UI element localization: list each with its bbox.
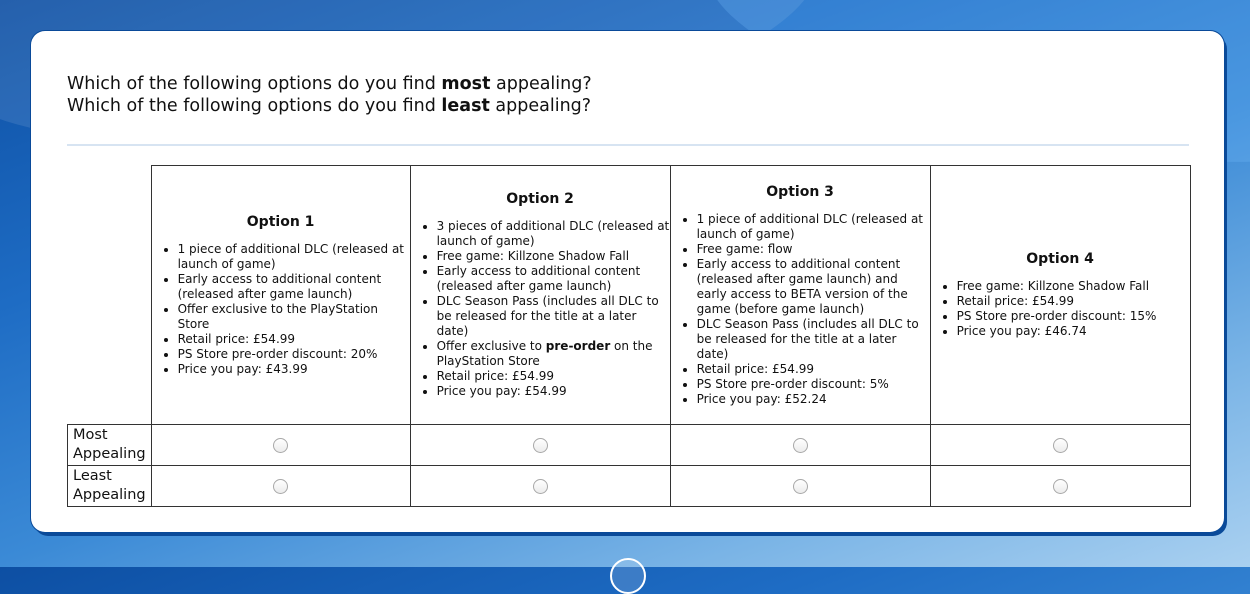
least-option-2-cell xyxy=(410,466,670,507)
list-item: • PS Store pre-order discount: 5% xyxy=(697,377,930,392)
most-option-3-radio[interactable] xyxy=(793,438,808,453)
survey-card xyxy=(31,31,1224,532)
most-appealing-row xyxy=(68,425,1191,466)
question-least: Which of the following options do you find least appealing? xyxy=(67,96,592,116)
least-option-2-radio[interactable] xyxy=(533,479,548,494)
list-item: • PS Store pre-order discount: 15% xyxy=(957,309,1190,324)
list-item: • Retail price: £54.99 xyxy=(697,362,930,377)
question-divider xyxy=(67,144,1189,146)
least-option-4-cell xyxy=(930,466,1190,507)
list-item: • PS Store pre-order discount: 20% xyxy=(178,347,410,362)
most-option-2-cell xyxy=(410,425,670,466)
option-3-title: Option 3 xyxy=(766,183,834,200)
list-item: • DLC Season Pass (includes all DLC to be released for the title at a later date) xyxy=(697,317,930,362)
question-text xyxy=(67,73,592,117)
option-3-list xyxy=(671,212,930,407)
list-item: • Retail price: £54.99 xyxy=(178,332,410,347)
list-item: • Retail price: £54.99 xyxy=(437,369,670,384)
option-1-cell xyxy=(151,166,410,425)
least-option-1-cell xyxy=(151,466,410,507)
list-item: • 1 piece of additional DLC (released at launch of game) xyxy=(697,212,930,242)
list-item: • Offer exclusive to the PlayStation Store xyxy=(178,302,410,332)
option-4-title: Option 4 xyxy=(1026,251,1094,267)
question-most: Which of the following options do you find most appealing? xyxy=(67,74,592,94)
options-header-row xyxy=(68,166,1191,425)
most-option-4-cell xyxy=(930,425,1190,466)
list-item: • Free game: Killzone Shadow Fall xyxy=(437,249,670,264)
least-appealing-row xyxy=(68,466,1191,507)
least-option-3-cell xyxy=(670,466,930,507)
list-item: • Price you pay: £46.74 xyxy=(957,324,1190,339)
option-2-cell xyxy=(410,166,670,425)
option-4-cell xyxy=(930,166,1190,425)
most-option-1-cell xyxy=(151,425,410,466)
most-option-3-cell xyxy=(670,425,930,466)
most-option-4-radio[interactable] xyxy=(1053,438,1068,453)
option-3-cell xyxy=(670,166,930,425)
background-circle-decoration xyxy=(610,558,646,594)
corner-cell xyxy=(68,166,152,425)
least-option-3-radio[interactable] xyxy=(793,479,808,494)
list-item-exclusive: • Offer exclusive to pre-order on the PlayStation Store xyxy=(437,339,670,369)
list-item: • 3 pieces of additional DLC (released at launch of game) xyxy=(437,219,670,249)
list-item: • Early access to additional content (released after game launch) and early access to BETA version of the game (before game launch) xyxy=(697,257,930,317)
option-2-title: Option 2 xyxy=(506,191,574,207)
list-item: • DLC Season Pass (includes all DLC to be released for the title at a later date) xyxy=(437,294,670,339)
options-grid xyxy=(67,165,1191,507)
list-item: • Early access to additional content (released after game launch) xyxy=(437,264,670,294)
option-2-list xyxy=(411,219,670,399)
list-item: • Price you pay: £52.24 xyxy=(697,392,930,407)
list-item: • Price you pay: £43.99 xyxy=(178,362,410,377)
option-1-title: Option 1 xyxy=(246,213,315,230)
list-item: • Free game: Killzone Shadow Fall xyxy=(957,279,1190,294)
least-option-4-radio[interactable] xyxy=(1053,479,1068,494)
list-item: • Price you pay: £54.99 xyxy=(437,384,670,399)
list-item: • 1 piece of additional DLC (released at launch of game) xyxy=(178,242,410,272)
option-4-list xyxy=(931,279,1190,339)
option-1-list xyxy=(152,242,410,377)
least-appealing-label: Least Appealing xyxy=(68,466,152,507)
most-option-1-radio[interactable] xyxy=(273,438,288,453)
least-option-1-radio[interactable] xyxy=(273,479,288,494)
list-item: • Retail price: £54.99 xyxy=(957,294,1190,309)
list-item: • Early access to additional content (released after game launch) xyxy=(178,272,410,302)
list-item: • Free game: flow xyxy=(697,242,930,257)
most-option-2-radio[interactable] xyxy=(533,438,548,453)
most-appealing-label: Most Appealing xyxy=(68,425,152,466)
